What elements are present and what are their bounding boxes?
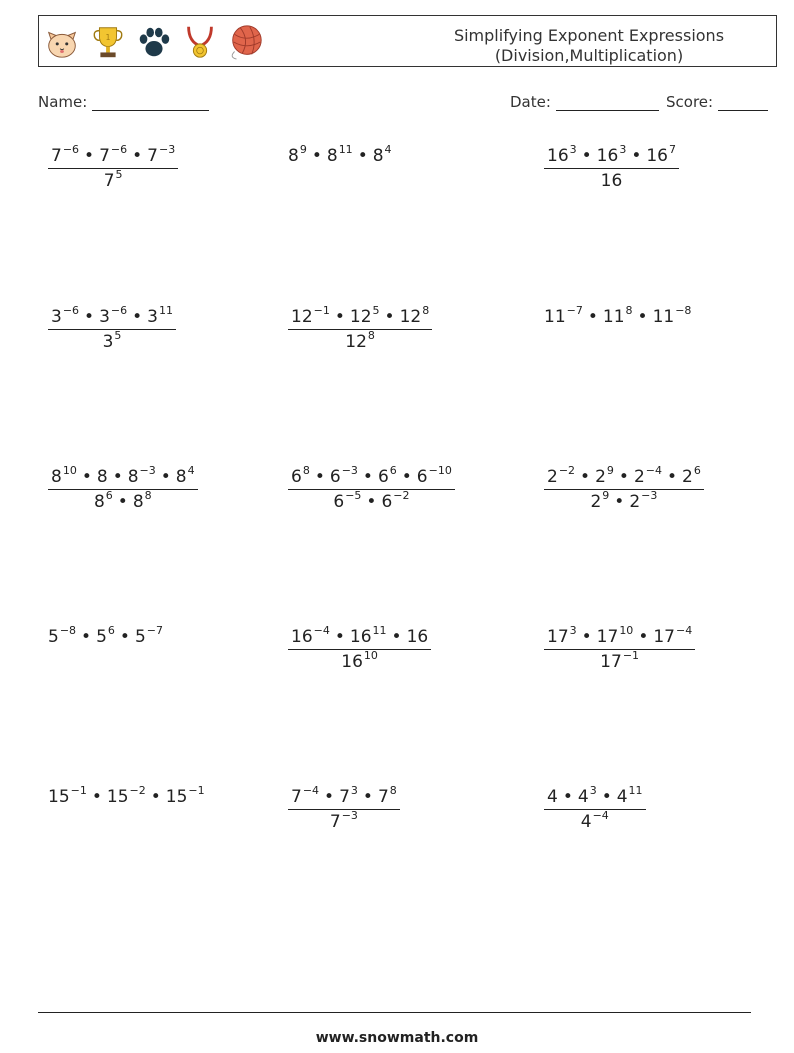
problem-15	[544, 784, 646, 832]
power-term	[106, 784, 146, 807]
multiply-dot: •	[117, 492, 128, 512]
problem-3	[544, 143, 679, 191]
problem-7	[48, 464, 198, 512]
numerator	[544, 624, 695, 650]
yarn-ball-icon	[227, 22, 265, 62]
denominator	[544, 490, 704, 512]
exponent: 4	[384, 143, 392, 156]
title-line-2: (Division,Multiplication)	[494, 46, 684, 65]
problem-9	[544, 464, 704, 512]
date-blank[interactable]	[556, 94, 659, 111]
date-label: Date:	[510, 93, 551, 111]
power-term	[629, 489, 658, 512]
base: 17	[547, 627, 569, 647]
exponent: −6	[110, 304, 128, 317]
exponent: 11	[628, 784, 643, 797]
exponent: 3	[350, 784, 358, 797]
base: 5	[48, 627, 59, 647]
exponent: −7	[146, 624, 163, 637]
power-term	[341, 649, 378, 672]
multiply-dot: •	[362, 467, 373, 487]
base: 16	[349, 627, 372, 647]
power-term	[547, 787, 558, 807]
base: 7	[147, 146, 158, 166]
exponent: −4	[645, 464, 662, 477]
base: 11	[544, 307, 566, 327]
paw-icon	[135, 22, 173, 62]
power-term	[48, 624, 77, 647]
numerator	[48, 304, 176, 330]
multiply-dot: •	[324, 787, 335, 807]
base: 2	[590, 492, 602, 512]
numerator	[48, 464, 198, 490]
power-term	[544, 304, 583, 327]
base: 8	[51, 467, 62, 487]
exponent: −6	[62, 143, 80, 156]
exponent: −8	[59, 624, 77, 637]
power-term	[602, 304, 633, 327]
base: 17	[596, 627, 619, 647]
worksheet-title	[439, 26, 739, 66]
power-term	[682, 464, 701, 487]
problem-1	[48, 143, 178, 191]
power-term	[291, 624, 330, 647]
base: 6	[377, 467, 389, 487]
base: 12	[399, 307, 422, 327]
power-term	[595, 464, 614, 487]
base: 17	[653, 627, 675, 647]
base: 2	[682, 467, 693, 487]
power-term	[601, 171, 623, 191]
fraction	[544, 784, 646, 832]
denominator	[288, 650, 431, 672]
power-term	[51, 143, 80, 166]
power-term	[329, 464, 358, 487]
exponent: −4	[592, 809, 609, 822]
base: 8	[96, 467, 108, 487]
exponent: 9	[602, 489, 610, 502]
power-term	[132, 489, 152, 512]
base: 8	[93, 492, 105, 512]
exponent: −4	[675, 624, 693, 637]
footer-url: www.snowmath.com	[315, 1030, 479, 1046]
multiply-dot: •	[587, 307, 598, 327]
multiply-dot: •	[150, 787, 161, 807]
fraction	[48, 304, 176, 352]
power-term	[372, 143, 392, 166]
base: 5	[134, 627, 146, 647]
power-term	[99, 143, 128, 166]
trophy-icon	[89, 22, 127, 62]
exponent: 8	[144, 489, 152, 502]
power-term	[616, 784, 643, 807]
exponent: 3	[589, 784, 597, 797]
exponent: 6	[107, 624, 115, 637]
exponent: −3	[641, 489, 658, 502]
multiply-dot: •	[81, 627, 92, 647]
denominator	[288, 810, 400, 832]
problem-4	[48, 304, 176, 352]
exponent: −6	[62, 304, 80, 317]
exponent: 8	[367, 329, 375, 342]
problem-13	[48, 784, 205, 807]
base: 7	[377, 787, 389, 807]
power-term	[48, 784, 87, 807]
problem-12	[544, 624, 695, 672]
base: 11	[652, 307, 675, 327]
base: 15	[106, 787, 129, 807]
exponent: −10	[428, 464, 452, 477]
base: 12	[349, 307, 372, 327]
product	[288, 143, 392, 166]
power-term	[291, 304, 330, 327]
multiply-dot: •	[614, 492, 625, 512]
problem-6	[544, 304, 692, 327]
power-term	[416, 464, 452, 487]
base: 4	[580, 812, 592, 832]
power-term	[547, 624, 577, 647]
numerator	[544, 143, 679, 169]
base: 16	[547, 146, 569, 166]
numerator	[288, 624, 431, 650]
numerator	[544, 464, 704, 490]
multiply-dot: •	[637, 307, 648, 327]
exponent: 3	[569, 624, 577, 637]
multiply-dot: •	[638, 627, 649, 647]
exponent: 8	[625, 304, 633, 317]
base: 2	[547, 467, 558, 487]
exponent: 8	[422, 304, 430, 317]
power-term	[339, 784, 358, 807]
base: 3	[102, 332, 114, 352]
power-term	[329, 809, 358, 832]
power-term	[147, 304, 173, 327]
fraction	[288, 624, 431, 672]
multiply-dot: •	[81, 467, 92, 487]
base: 8	[175, 467, 187, 487]
power-term	[291, 464, 310, 487]
multiply-dot: •	[601, 787, 612, 807]
base: 7	[51, 146, 62, 166]
multiply-dot: •	[311, 146, 322, 166]
base: 6	[416, 467, 428, 487]
power-term	[547, 464, 576, 487]
power-term	[103, 168, 123, 191]
power-term	[51, 464, 77, 487]
product	[48, 624, 163, 647]
score-label: Score:	[666, 93, 714, 111]
power-term	[646, 143, 676, 166]
power-term	[547, 143, 577, 166]
exponent: −2	[558, 464, 576, 477]
exponent: −3	[341, 809, 358, 822]
score-blank[interactable]	[718, 94, 768, 111]
problem-11	[288, 624, 431, 672]
power-term	[333, 489, 362, 512]
multiply-dot: •	[384, 307, 395, 327]
exponent: −3	[139, 464, 156, 477]
power-term	[165, 784, 205, 807]
exponent: 3	[619, 143, 627, 156]
multiply-dot: •	[334, 307, 345, 327]
header-icons	[43, 22, 265, 62]
power-term	[596, 624, 634, 647]
power-term	[399, 304, 430, 327]
base: 17	[600, 652, 622, 672]
exponent: −3	[341, 464, 358, 477]
base: 6	[333, 492, 345, 512]
multiply-dot: •	[132, 146, 143, 166]
denominator	[48, 169, 178, 191]
base: 5	[96, 627, 107, 647]
exponent: 4	[187, 464, 195, 477]
base: 16	[406, 627, 429, 647]
power-term	[590, 489, 610, 512]
power-term	[99, 304, 128, 327]
score-field	[666, 93, 768, 111]
power-term	[345, 329, 375, 352]
exponent: −1	[188, 784, 205, 797]
base: 2	[595, 467, 606, 487]
name-field	[38, 93, 209, 111]
power-term	[377, 784, 397, 807]
exponent: 5	[114, 329, 122, 342]
base: 16	[646, 146, 668, 166]
svg-text:1: 1	[105, 33, 111, 43]
base: 4	[547, 787, 558, 807]
power-term	[596, 143, 627, 166]
power-term	[127, 464, 156, 487]
base: 3	[147, 307, 158, 327]
numerator	[544, 784, 646, 810]
exponent: 10	[363, 649, 378, 662]
multiply-dot: •	[580, 467, 591, 487]
power-term	[381, 489, 410, 512]
base: 7	[339, 787, 350, 807]
exponent: −1	[70, 784, 87, 797]
problem-8	[288, 464, 455, 512]
base: 8	[288, 146, 299, 166]
multiply-dot: •	[84, 307, 95, 327]
fraction	[48, 143, 178, 191]
base: 12	[291, 307, 313, 327]
exponent: 10	[619, 624, 634, 637]
multiply-dot: •	[160, 467, 171, 487]
denominator	[288, 330, 432, 352]
exponent: 9	[299, 143, 307, 156]
base: 2	[629, 492, 641, 512]
exponent: 8	[302, 464, 310, 477]
exponent: 11	[158, 304, 173, 317]
exponent: −7	[566, 304, 583, 317]
exponent: 7	[668, 143, 676, 156]
power-term	[653, 624, 693, 647]
base: 15	[165, 787, 188, 807]
exponent: 11	[372, 624, 387, 637]
numerator	[288, 304, 432, 330]
numerator	[288, 784, 400, 810]
name-label: Name:	[38, 93, 88, 111]
power-term	[652, 304, 692, 327]
base: 7	[329, 812, 341, 832]
exponent: 10	[62, 464, 77, 477]
multiply-dot: •	[581, 146, 592, 166]
base: 16	[596, 146, 619, 166]
product	[544, 304, 692, 327]
multiply-dot: •	[91, 787, 102, 807]
multiply-dot: •	[119, 627, 130, 647]
problem-2	[288, 143, 392, 166]
multiply-dot: •	[362, 787, 373, 807]
exponent: −3	[158, 143, 176, 156]
exponent: 8	[389, 784, 397, 797]
denominator	[48, 330, 176, 352]
base: 2	[633, 467, 645, 487]
base: 6	[381, 492, 393, 512]
exponent: 5	[372, 304, 380, 317]
power-term	[600, 649, 640, 672]
power-term	[102, 329, 122, 352]
exponent: −8	[675, 304, 692, 317]
footer-divider	[38, 1012, 751, 1013]
power-term	[407, 627, 429, 647]
exponent: −2	[393, 489, 410, 502]
medal-icon	[181, 22, 219, 62]
name-blank[interactable]	[92, 94, 209, 111]
problem-14	[288, 784, 400, 832]
power-term	[134, 624, 163, 647]
power-term	[580, 809, 609, 832]
power-term	[175, 464, 195, 487]
power-term	[349, 304, 380, 327]
cat-icon	[43, 22, 81, 62]
exponent: 6	[389, 464, 397, 477]
multiply-dot: •	[84, 146, 95, 166]
fraction	[288, 784, 400, 832]
base: 3	[99, 307, 110, 327]
fraction	[544, 143, 679, 191]
base: 3	[51, 307, 62, 327]
exponent: −6	[110, 143, 128, 156]
power-term	[577, 784, 597, 807]
multiply-dot: •	[132, 307, 143, 327]
power-term	[349, 624, 387, 647]
base: 6	[291, 467, 302, 487]
exponent: −2	[129, 784, 146, 797]
base: 12	[345, 332, 367, 352]
numerator	[48, 143, 178, 169]
exponent: −4	[302, 784, 320, 797]
exponent: 6	[105, 489, 113, 502]
worksheet-header	[38, 15, 777, 67]
fraction	[544, 464, 704, 512]
numerator	[288, 464, 455, 490]
exponent: −5	[345, 489, 362, 502]
exponent: −4	[313, 624, 330, 637]
multiply-dot: •	[112, 467, 123, 487]
power-term	[288, 143, 307, 166]
base: 7	[99, 146, 110, 166]
base: 6	[329, 467, 341, 487]
base: 4	[616, 787, 628, 807]
multiply-dot: •	[666, 467, 678, 487]
base: 16	[291, 627, 313, 647]
product	[48, 784, 205, 807]
multiply-dot: •	[334, 627, 345, 647]
base: 7	[291, 787, 302, 807]
power-term	[326, 143, 353, 166]
multiply-dot: •	[618, 467, 629, 487]
exponent: −1	[622, 649, 640, 662]
exponent: 5	[115, 168, 123, 181]
multiply-dot: •	[357, 146, 368, 166]
exponent: 11	[338, 143, 353, 156]
denominator	[544, 810, 646, 832]
base: 16	[600, 171, 623, 191]
fraction	[288, 304, 432, 352]
problem-5	[288, 304, 432, 352]
fraction	[544, 624, 695, 672]
multiply-dot: •	[401, 467, 412, 487]
multiply-dot: •	[391, 627, 402, 647]
power-term	[377, 464, 397, 487]
problem-10	[48, 624, 163, 647]
multiply-dot: •	[314, 467, 325, 487]
power-term	[147, 143, 176, 166]
power-term	[96, 624, 115, 647]
power-term	[93, 489, 113, 512]
multiply-dot: •	[631, 146, 642, 166]
base: 8	[132, 492, 144, 512]
denominator	[544, 650, 695, 672]
power-term	[291, 784, 320, 807]
base: 11	[602, 307, 625, 327]
multiply-dot: •	[562, 787, 573, 807]
power-term	[97, 467, 108, 487]
multiply-dot: •	[581, 627, 592, 647]
base: 8	[326, 146, 338, 166]
denominator	[544, 169, 679, 191]
power-term	[51, 304, 80, 327]
power-term	[633, 464, 662, 487]
fraction	[48, 464, 198, 512]
base: 8	[372, 146, 384, 166]
base: 8	[127, 467, 139, 487]
exponent: 6	[693, 464, 701, 477]
base: 7	[103, 171, 115, 191]
exponent: 9	[606, 464, 614, 477]
date-field	[510, 93, 659, 111]
base: 16	[341, 652, 363, 672]
exponent: 3	[569, 143, 577, 156]
base: 4	[577, 787, 589, 807]
denominator	[48, 490, 198, 512]
fraction	[288, 464, 455, 512]
exponent: −1	[313, 304, 330, 317]
denominator	[288, 490, 455, 512]
multiply-dot: •	[366, 492, 377, 512]
base: 15	[48, 787, 70, 807]
title-line-1: Simplifying Exponent Expressions	[453, 26, 725, 45]
